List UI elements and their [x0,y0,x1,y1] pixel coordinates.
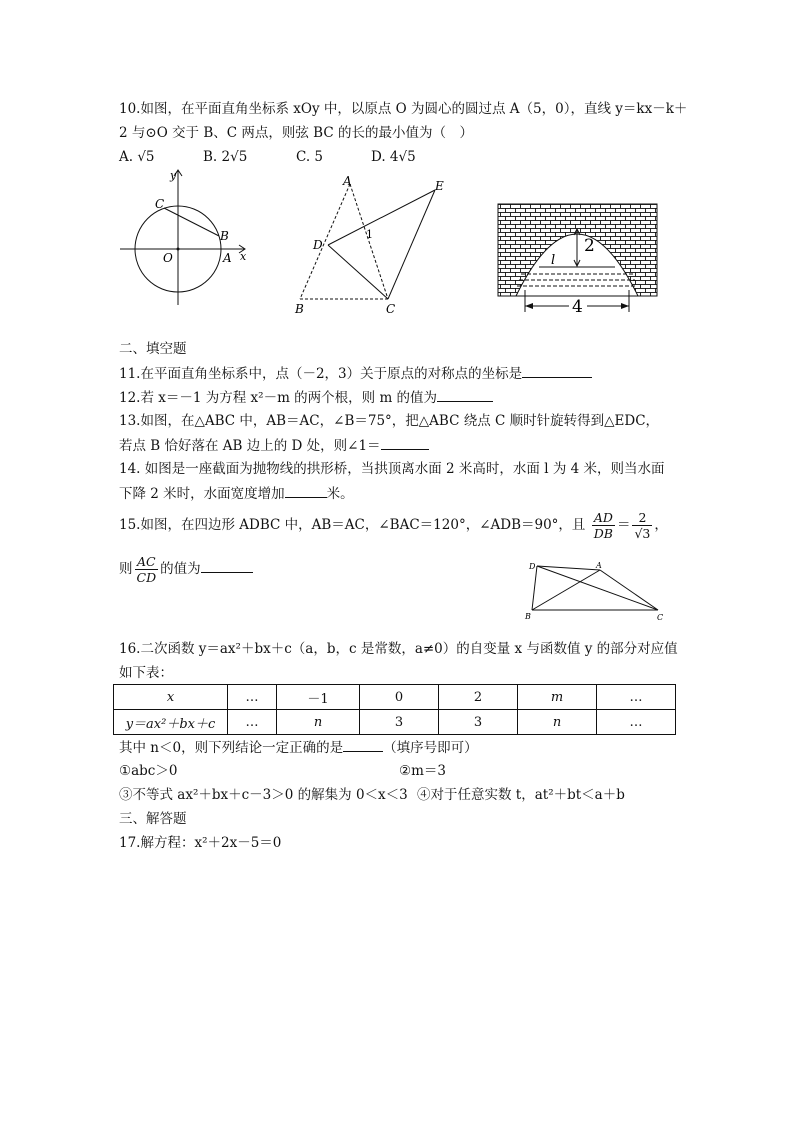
table-cell: －1 [277,685,360,710]
q13-answer-blank[interactable] [381,436,429,450]
q13 [119,436,429,455]
table-cell: x [114,685,228,710]
table-row [114,685,676,710]
label-width-4: 4 [572,297,583,317]
triangle-figure [290,170,450,320]
label-e: E [435,179,444,193]
table-cell: m [518,685,597,710]
q14 [119,484,354,503]
circle-figure [115,165,255,310]
label-d: D [313,238,323,252]
table-cell: … [228,685,277,710]
frac-denominator: DB [593,526,613,541]
bridge-figure [495,200,660,318]
q11-answer-blank[interactable] [522,364,592,378]
q10-option-b: B. 2√5 [203,149,248,165]
label-c: C [657,613,664,622]
q10-line2: 2 与⊙O 交于 B、C 两点，则弦 BC 的长的最小值为（ ） [119,125,473,141]
label-y-axis: y [170,169,177,182]
comma: ， [654,517,668,533]
q16-option-1: ①abc＞0 [119,763,178,779]
table-cell: n [518,710,597,735]
label-c: C [155,197,165,211]
fraction-ac-cd [135,554,159,585]
label-a: A [596,561,602,570]
table-cell: … [228,710,277,735]
q14-line1: 14. 如图是一座截面为抛物线的拱形桥，当拱顶离水面 2 米高时，水面 l 为 4 米，则当水面 [119,461,665,477]
q15-answer-blank[interactable] [201,559,253,573]
q16-line1: 16.二次函数 y＝ax²＋bx＋c（a，b，c 是常数，a≠0）的自变量 x 与函数值 y 的部分对应值 [119,641,678,657]
frac-numerator: AD [592,510,615,526]
label-water-l: l [551,253,556,268]
q11-text: 11.在平面直角坐标系中，点（－2，3）关于原点的对称点的坐标是 [119,366,523,382]
label-c: C [386,302,396,316]
q15-text: 15.如图，在四边形 ADBC 中，AB＝AC，∠BAC＝120°，∠ADB＝90°，且 [119,517,586,533]
section-title-fill-blank: 二、填空题 [119,341,187,357]
q10-option-c: C. 5 [296,149,324,165]
label-b: B [295,302,304,316]
label-height-2: 2 [584,236,595,256]
q13-line1: 13.如图，在△ABC 中，AB＝AC，∠B＝75°，把△ABC 绕点 C 顺时针旋转得到△EDC， [119,413,660,429]
q10-option-a: A. √5 [119,149,155,165]
table-cell: … [597,710,676,735]
q16-answer-blank[interactable] [343,738,383,752]
q16-option-2: ②m＝3 [399,763,446,779]
table-cell: … [597,685,676,710]
q16-line2: 如下表： [119,665,173,681]
table-cell: n [277,710,360,735]
quadrilateral-figure [520,558,670,626]
q16-line3a: 其中 n＜0，则下列结论一定正确的是 [119,740,344,756]
frac-numerator: 2 [632,510,652,526]
q16-line3 [119,738,478,757]
q12 [119,388,493,407]
label-o: O [163,251,173,265]
q15-line2b: 的值为 [160,561,201,577]
table-cell: y＝ax²＋bx＋c [114,710,228,735]
q14-line2a: 下降 2 米时，水面宽度增加 [119,486,285,502]
frac-numerator: AC [135,554,159,570]
label-b: B [220,229,229,243]
table-cell: 3 [439,710,518,735]
table-cell: 2 [439,685,518,710]
label-a: A [343,174,352,188]
fraction-ad-db [592,510,615,541]
value-table [113,684,676,735]
q11 [119,364,592,383]
q16-option-4: ④对于任意实数 t，at²＋bt＜a＋b [417,787,625,803]
q13-line2: 若点 B 恰好落在 AB 边上的 D 处，则∠1＝ [119,438,381,454]
q16-option-3: ③不等式 ax²＋bx＋c－3＞0 的解集为 0＜x＜3 [119,787,408,803]
q10-line1: 10.如图，在平面直角坐标系 xOy 中，以原点 O 为圆心的圆过点 A（5，0），直线 y＝kx－k＋ [119,101,688,117]
q14-line2b: 米。 [326,486,354,502]
q10-option-d: D. 4√5 [371,149,416,165]
frac-denominator: CD [136,570,157,585]
label-x-axis: x [240,250,247,263]
table-cell: 3 [360,710,439,735]
q16-line3b: （填序号即可） [383,740,478,756]
q17: 17.解方程：x²＋2x－5＝0 [119,835,282,851]
q12-text: 12.若 x＝－1 为方程 x²－m 的两个根，则 m 的值为 [119,390,438,406]
q14-answer-blank[interactable] [285,484,327,498]
label-a: A [223,251,232,265]
section-title-solve: 三、解答题 [119,811,187,827]
table-row [114,710,676,735]
label-b: B [525,612,531,621]
frac-denominator: √3 [634,526,651,541]
q15-line2 [119,554,253,585]
equals-sign: ＝ [616,517,631,533]
fraction-2-sqrt3 [632,510,652,541]
q15-line1 [119,510,668,541]
table-cell: 0 [360,685,439,710]
q12-answer-blank[interactable] [437,388,493,402]
label-angle-1: 1 [366,228,373,241]
label-d: D [529,562,536,571]
q15-line2a: 则 [119,561,133,577]
